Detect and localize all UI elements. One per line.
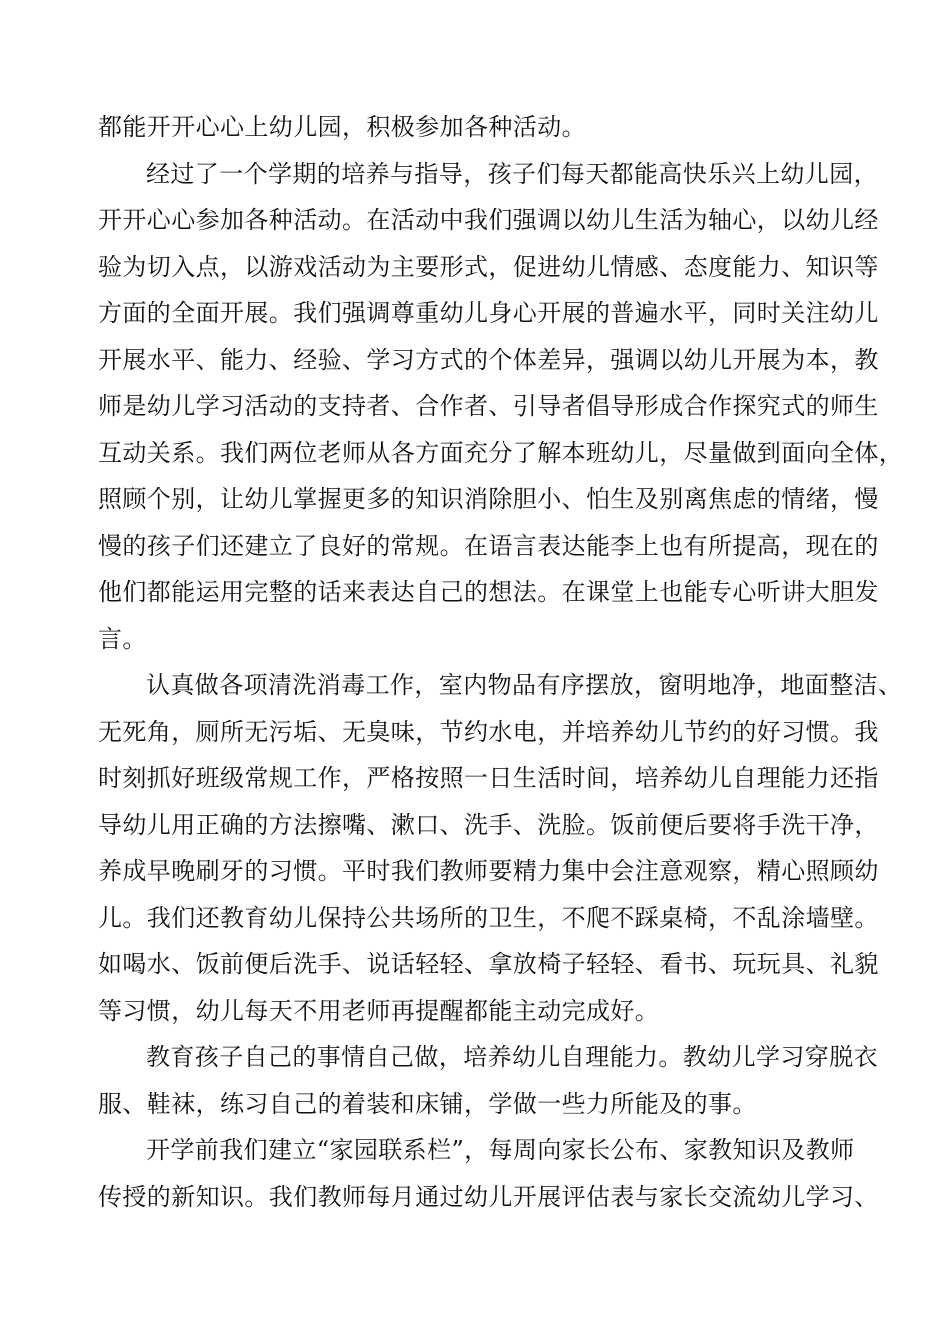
paragraph	[98, 1034, 878, 1127]
text-line: 时刻抓好班级常规工作，严格按照一日生活时间，培养幼儿自理能力还指	[98, 764, 879, 792]
text-line: 照顾个别，让幼儿掌握更多的知识消除胆小、怕生及别离焦虑的情绪，慢	[98, 485, 879, 513]
paragraph	[98, 1127, 879, 1220]
text-line: 师是幼儿学习活动的支持者、合作者、引导者倡导形成合作探究式的师生	[98, 392, 879, 420]
text-line: 都能开开心心上幼儿园，积极参加各种活动。	[98, 113, 586, 141]
text-line: 儿。我们还教育幼儿保持公共场所的卫生，不爬不踩桌椅，不乱涂墙壁。	[98, 903, 879, 932]
text-line: 开学前我们建立“家园联系栏”，每周向家长公布、家教知识及教师	[146, 1136, 855, 1164]
text-line: 方面的全面开展。我们强调尊重幼儿身心开展的普遍水平，同时关注幼儿	[98, 299, 879, 327]
document-body	[98, 104, 904, 1220]
text-line: 导幼儿用正确的方法擦嘴、漱口、洗手、洗脸。饭前便后要将手洗干净，	[98, 810, 879, 839]
text-line: 他们都能运用完整的话来表达自己的想法。在课堂上也能专心听讲大胆发	[98, 578, 879, 606]
text-line: 互动关系。我们两位老师从各方面充分了解本班幼儿，尽量做到面向全体，	[98, 438, 904, 467]
text-line: 言。	[98, 624, 147, 653]
text-line: 开开心心参加各种活动。在活动中我们强调以幼儿生活为轴心，以幼儿经	[98, 206, 879, 234]
text-line: 服、鞋袜，练习自己的着装和床铺，学做一些力所能及的事。	[98, 1089, 757, 1118]
text-line: 等习惯，幼儿每天不用老师再提醒都能主动完成好。	[98, 996, 660, 1025]
paragraph	[98, 104, 858, 151]
text-line: 教育孩子自己的事情自己做，培养幼儿自理能力。教幼儿学习穿脱衣	[146, 1043, 878, 1071]
paragraph	[98, 151, 904, 663]
text-line: 认真做各项清洗消毒工作，室内物品有序摆放，窗明地净，地面整洁、	[146, 671, 903, 699]
text-line: 如喝水、饭前便后洗手、说话轻轻、拿放椅子轻轻、看书、玩玩具、礼貌	[98, 950, 879, 978]
text-line: 传授的新知识。我们教师每月通过幼儿开展评估表与家长交流幼儿学习、	[98, 1182, 879, 1211]
text-line: 无死角，厕所无污垢、无臭味，节约水电，并培养幼儿节约的好习惯。我	[98, 717, 879, 746]
text-line: 经过了一个学期的培养与指导，孩子们每天都能高快乐兴上幼儿园，	[146, 159, 878, 188]
text-line: 开展水平、能力、经验、学习方式的个体差异，强调以幼儿开展为本，教	[98, 345, 879, 374]
text-line: 慢的孩子们还建立了良好的常规。在语言表达能李上也有所提高，现在的	[98, 531, 879, 560]
paragraph	[98, 662, 903, 1034]
text-line: 养成早晚刷牙的习惯。平时我们教师要精力集中会注意观察，精心照顾幼	[98, 857, 879, 885]
text-line: 验为切入点，以游戏活动为主要形式，促进幼儿情感、态度能力、知识等	[98, 252, 879, 281]
